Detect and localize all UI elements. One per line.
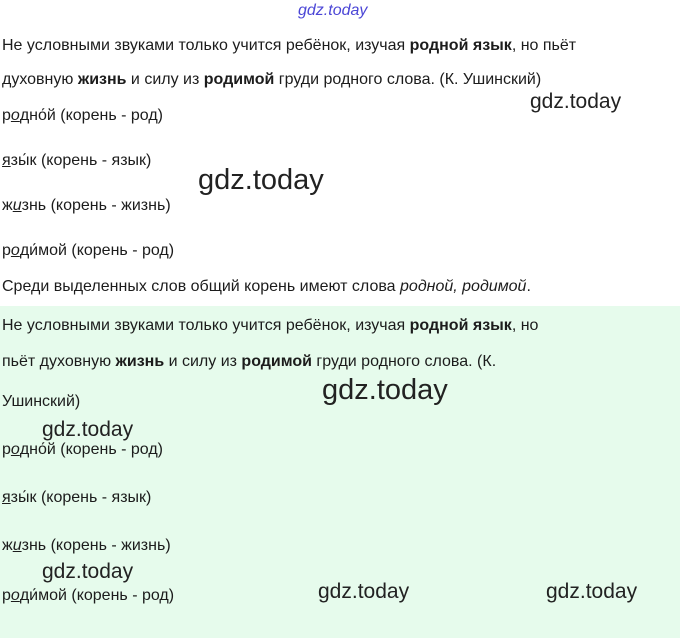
answer-sentence-line-2: пьёт духовную жизнь и силу из родимой груди родного слова. (К. xyxy=(2,353,497,370)
watermark: gdz.today xyxy=(42,560,134,583)
task-block xyxy=(0,0,680,306)
watermark: gdz.today xyxy=(198,164,324,196)
word-yazyk: язы́к (корень - язык) xyxy=(2,152,152,169)
watermark: gdz.today xyxy=(322,374,448,406)
watermark: gdz.today xyxy=(546,580,638,603)
word-rodimoy: роди́мой (корень - род) xyxy=(2,242,175,259)
watermark: gdz.today xyxy=(298,2,368,19)
watermark: gdz.today xyxy=(318,580,410,603)
answer-sentence-line-3: Ушинский) xyxy=(2,393,81,410)
word-zhizn: жизнь (корень - жизнь) xyxy=(2,197,171,214)
answer-word-zhizn: жизнь (корень - жизнь) xyxy=(2,537,171,554)
watermark: gdz.today xyxy=(530,90,622,113)
answer-word-rodimoy: роди́мой (корень - род) xyxy=(2,587,175,604)
word-rodnoy: родно́й (корень - род) xyxy=(2,107,163,124)
answer-block xyxy=(0,306,680,638)
answer-word-yazyk: язы́к (корень - язык) xyxy=(2,489,152,506)
sentence-line-2: духовную жизнь и силу из родимой груди родного слова. (К. Ушинский) xyxy=(2,71,542,88)
answer-word-rodnoy: родно́й (корень - род) xyxy=(2,441,163,458)
answer-sentence-line-1: Не условными звуками только учится ребёнок, изучая родной язык, но xyxy=(2,317,539,334)
sentence-line-1: Не условными звуками только учится ребёнок, изучая родной язык, но пьёт xyxy=(2,37,577,54)
conclusion: Среди выделенных слов общий корень имеют слова родной, родимой. xyxy=(2,278,531,295)
watermark: gdz.today xyxy=(42,418,134,441)
